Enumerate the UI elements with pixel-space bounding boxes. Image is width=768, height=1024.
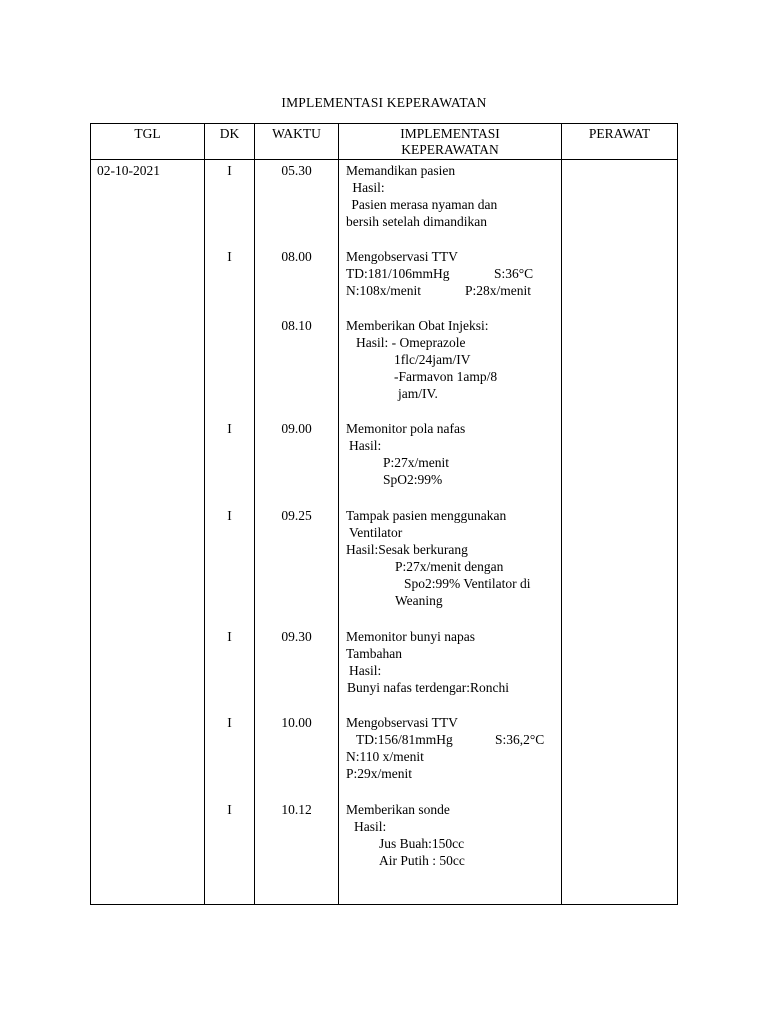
implementation-table xyxy=(90,123,678,905)
table-header-row xyxy=(91,124,678,160)
table-row xyxy=(91,160,678,905)
waktu-value: 08.10 xyxy=(281,318,312,333)
entry-line: N:108x/menit xyxy=(346,283,421,298)
header-tgl: TGL xyxy=(91,124,205,160)
dk-value: I xyxy=(227,802,232,817)
cell-perawat xyxy=(562,160,678,905)
header-implementasi-line2: KEPERAWATAN xyxy=(401,142,499,157)
entry-line: Memberikan sonde xyxy=(346,802,450,817)
dk-value: I xyxy=(227,163,232,178)
waktu-value: 10.00 xyxy=(281,715,312,730)
entry-line: Memonitor pola nafas xyxy=(346,421,466,436)
waktu-value: 10.12 xyxy=(281,802,312,817)
entry-line: Hasil: xyxy=(354,819,387,834)
implementation-entry xyxy=(346,801,559,869)
entry-line: 1flc/24jam/IV xyxy=(394,352,471,367)
entry-line: Weaning xyxy=(395,593,443,608)
entry-line: bersih setelah dimandikan xyxy=(346,214,487,229)
dk-value: I xyxy=(227,715,232,730)
header-implementasi xyxy=(339,124,562,160)
implementation-entry xyxy=(346,162,559,230)
dk-value: I xyxy=(227,629,232,644)
entry-line: S:36°C xyxy=(494,266,534,281)
implementation-entry xyxy=(346,420,559,488)
dk-value: I xyxy=(227,421,232,436)
entry-line: Hasil: - Omeprazole xyxy=(356,335,466,350)
date-value: 02-10-2021 xyxy=(97,163,160,178)
implementation-entry xyxy=(346,714,559,782)
entry-line: S:36,2°C xyxy=(495,732,545,747)
cell-dk xyxy=(205,160,255,905)
entry-line: P:27x/menit dengan xyxy=(395,559,504,574)
entry-line: TD:156/81mmHg xyxy=(356,732,453,747)
dk-value: I xyxy=(227,508,232,523)
implementation-entry xyxy=(346,507,559,609)
entry-line: P:28x/menit xyxy=(465,283,532,298)
header-implementasi-line1: IMPLEMENTASI xyxy=(400,126,500,141)
header-waktu: WAKTU xyxy=(255,124,339,160)
entry-line: jam/IV. xyxy=(398,386,438,401)
entry-line: Hasil: xyxy=(349,663,382,678)
entry-line: Mengobservasi TTV xyxy=(346,249,458,264)
entry-line-pair xyxy=(346,282,559,299)
entry-line: N:110 x/menit xyxy=(346,749,424,764)
implementation-entry xyxy=(346,317,559,402)
header-perawat: PERAWAT xyxy=(562,124,678,160)
cell-implementasi xyxy=(339,160,562,905)
entry-line-pair xyxy=(346,265,559,282)
entry-line: Memberikan Obat Injeksi: xyxy=(346,318,489,333)
entry-line: Hasil:Sesak berkurang xyxy=(346,542,468,557)
cell-tgl xyxy=(91,160,205,905)
implementation-entry xyxy=(346,248,559,299)
implementation-entry xyxy=(346,628,559,696)
entry-line: SpO2:99% xyxy=(383,472,443,487)
waktu-value: 09.00 xyxy=(281,421,312,436)
waktu-value: 08.00 xyxy=(281,249,312,264)
cell-waktu xyxy=(255,160,339,905)
entry-line: Jus Buah:150cc xyxy=(379,836,465,851)
entry-line: Air Putih : 50cc xyxy=(379,853,465,868)
entry-line: TD:181/106mmHg xyxy=(346,266,450,281)
entry-line: Memonitor bunyi napas xyxy=(346,629,475,644)
dk-value: I xyxy=(227,249,232,264)
entry-line: Bunyi nafas terdengar:Ronchi xyxy=(347,680,509,695)
waktu-value: 09.30 xyxy=(281,629,312,644)
entry-line: Tambahan xyxy=(346,646,403,661)
header-dk: DK xyxy=(205,124,255,160)
entry-line: Hasil: xyxy=(349,438,382,453)
entry-line: Mengobservasi TTV xyxy=(346,715,458,730)
entry-line-pair xyxy=(346,731,559,748)
entry-line: P:27x/menit xyxy=(383,455,450,470)
entry-line: Hasil: xyxy=(349,180,385,195)
entry-line: Ventilator xyxy=(349,525,403,540)
entry-line: P:29x/menit xyxy=(346,766,413,781)
entry-line: Pasien merasa nyaman dan xyxy=(348,197,498,212)
entry-line: -Farmavon 1amp/8 xyxy=(394,369,498,384)
entry-line: Memandikan pasien xyxy=(346,163,456,178)
entry-line: Spo2:99% Ventilator di xyxy=(404,576,531,591)
waktu-value: 09.25 xyxy=(281,508,312,523)
entry-line: Tampak pasien menggunakan xyxy=(346,508,507,523)
waktu-value: 05.30 xyxy=(281,163,312,178)
page-title: IMPLEMENTASI KEPERAWATAN xyxy=(281,95,487,110)
